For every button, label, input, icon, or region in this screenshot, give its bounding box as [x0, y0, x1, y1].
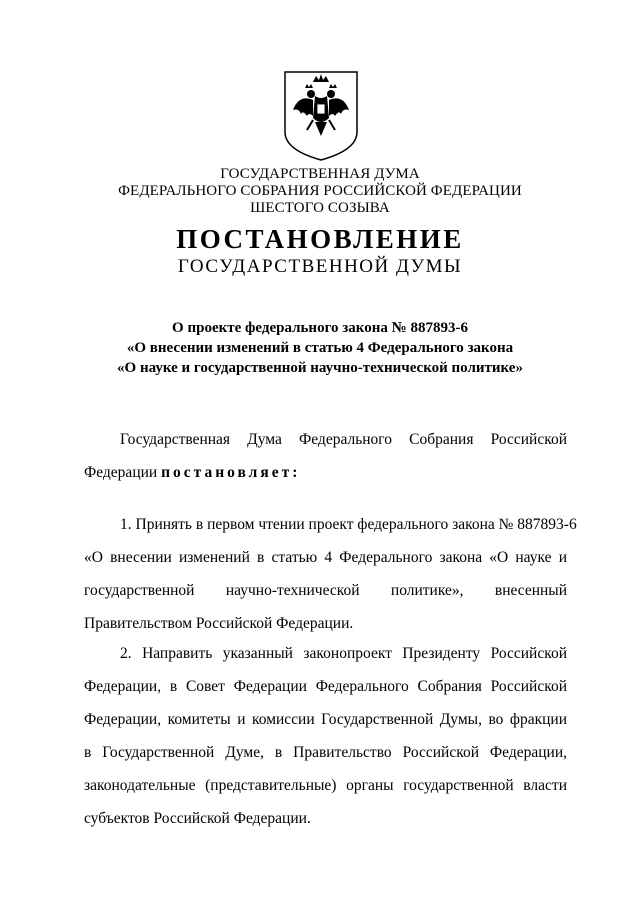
- resolves-word: постановляет:: [161, 464, 301, 481]
- subject-line-2: «О внесении изменений в статью 4 Федерального закона: [126, 340, 514, 356]
- p2-line-4: в Государственной Думе, в Правительство Российской Федерации,: [84, 744, 567, 761]
- document-type-title: ПОСТАНОВЛЕНИЕ: [176, 224, 464, 254]
- intro-line-2: [84, 456, 567, 489]
- org-line-assembly: ФЕДЕРАЛЬНОГО СОБРАНИЯ РОССИЙСКОЙ ФЕДЕРАЦИИ: [118, 183, 522, 199]
- org-line-convocation: ШЕСТОГО СОЗЫВА: [250, 200, 390, 216]
- issuing-organization: [0, 166, 640, 217]
- p1-line-2: «О внесении изменений в статью 4 Федерального закона «О науке и: [84, 549, 567, 566]
- resolution-subject: [0, 318, 640, 378]
- document-type-subtitle: ГОСУДАРСТВЕННОЙ ДУМЫ: [177, 256, 463, 277]
- p1-line-1: 1. Принять в первом чтении проект федерального закона № 887893-6: [120, 516, 577, 533]
- p2-line-1: 2. Направить указанный законопроект Президенту Российской: [120, 645, 567, 662]
- intro-line-1: Государственная Дума Федерального Собрания Российской: [120, 431, 567, 448]
- p2-line-6: субъектов Российской Федерации.: [84, 810, 311, 827]
- subject-line-3: «О науке и государственной научно-технической политике»: [117, 360, 523, 376]
- p2-line-2: Федерации, в Совет Федерации Федерального Собрания Российской: [84, 678, 567, 695]
- document-body: [84, 423, 567, 489]
- paragraph-1: [84, 508, 577, 640]
- paragraph-2: [84, 637, 567, 835]
- intro-federation: Федерации: [84, 464, 158, 481]
- org-line-duma: ГОСУДАРСТВЕННАЯ ДУМА: [220, 166, 420, 182]
- coat-of-arms-emblem: [283, 70, 359, 162]
- subject-line-1: О проекте федерального закона № 887893-6: [172, 320, 468, 336]
- p2-line-3: Федерации, комитеты и комиссии Государственной Думы, во фракции: [84, 711, 567, 728]
- p1-line-4: Правительством Российской Федерации.: [84, 615, 354, 632]
- p1-line-3: государственной научно-технической политике», внесенный: [84, 582, 567, 599]
- p2-line-5: законодательные (представительные) органы государственной власти: [84, 777, 567, 794]
